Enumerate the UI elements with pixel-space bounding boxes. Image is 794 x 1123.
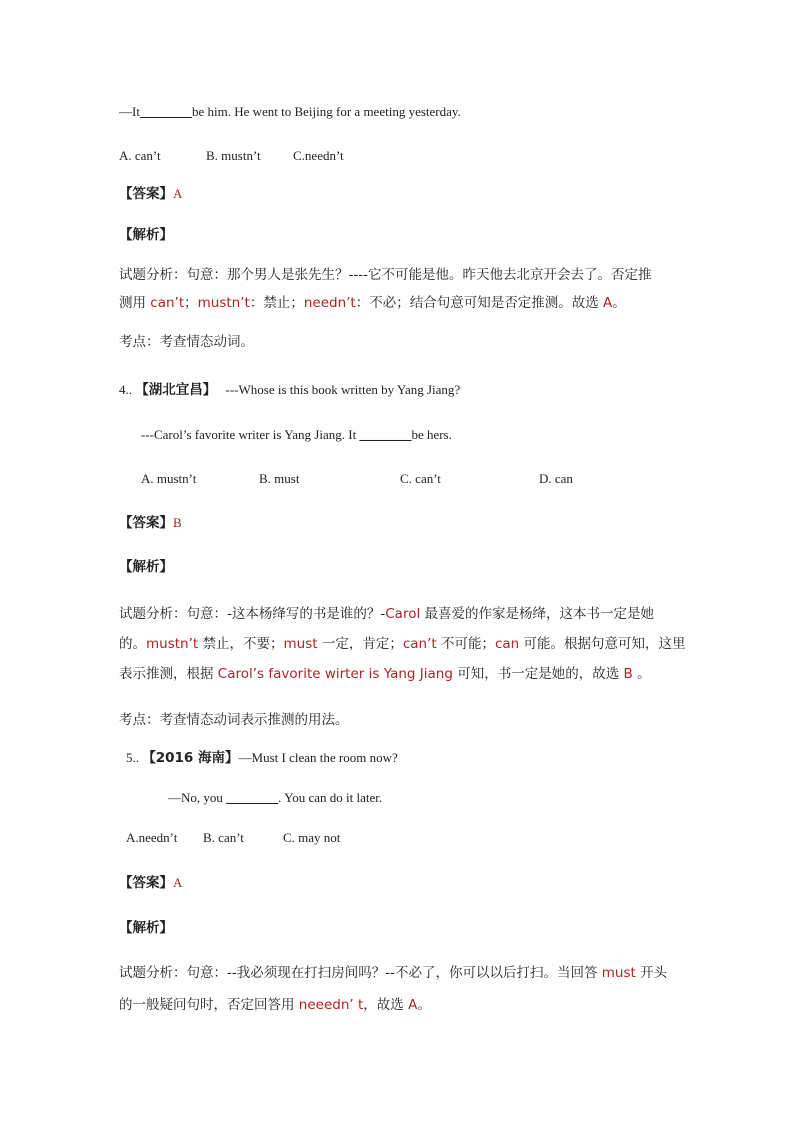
- q3-analysis-text: [119, 261, 679, 317]
- q4-analysis-s15: 可知，书一定是她的，故选: [452, 666, 624, 682]
- q3-analysis-s6: ：禁止；: [249, 295, 304, 311]
- q4-analysis-s10: 不可能；: [436, 636, 495, 652]
- q4-answer-value: B: [173, 515, 182, 530]
- q4-analysis-label: 【解析】: [119, 559, 173, 575]
- q4-option-d: D. can: [539, 471, 573, 486]
- q3-analysis-s2: 测用: [119, 295, 151, 311]
- q5-question-text: —Must I clean the room now?: [238, 750, 398, 765]
- q4-analysis-s9: can’t: [402, 636, 437, 652]
- q3-analysis-s4: ；: [184, 295, 198, 311]
- q5-analysis-text: [119, 957, 679, 1021]
- q4-number: 4..: [119, 382, 132, 397]
- q3-blank: ________: [139, 104, 192, 119]
- q4-source: 【湖北宜昌】: [135, 382, 217, 398]
- q4-option-a: A. mustn’t: [141, 471, 197, 486]
- q3-option-c: C.needn’t: [293, 148, 344, 163]
- q5-option-c: C. may not: [283, 830, 341, 845]
- q4-analysis-s1: 试题分析：句意：-这本杨绛写的书是谁的？-: [119, 606, 386, 622]
- q5-reply: [168, 789, 382, 807]
- q4-kaodian: 考点：考查情态动词表示推测的用法。: [119, 712, 349, 728]
- q5-reply-pre: —No, you: [168, 790, 227, 805]
- q4-answer: [119, 514, 182, 532]
- q4-analysis-s16: B: [623, 666, 633, 682]
- q3-analysis-label: 【解析】: [119, 227, 173, 243]
- q3-analysis-s1: 试题分析：句意：那个男人是张先生？----它不可能是他。昨天他去北京开会去了。否定推: [119, 267, 652, 283]
- q5-answer-label: 【答案】: [119, 875, 173, 891]
- q5-blank: ________: [226, 790, 279, 805]
- q4-analysis-s14: Carol’s favorite wirter is Yang Jiang: [217, 666, 453, 682]
- q5-analysis-s5: neeedn’ t: [298, 997, 364, 1013]
- q4-analysis-s11: can: [494, 636, 520, 652]
- q4-analysis-s12: 可能。根据句意可知，这里: [519, 636, 686, 652]
- q5-analysis-s4: 的一般疑问句时，否定回答用: [119, 997, 299, 1013]
- q4-analysis-text: [119, 599, 686, 689]
- q3-answer-value: A: [173, 186, 183, 201]
- q4-analysis-s13: 表示推测，根据: [119, 666, 218, 682]
- q4-answer-label: 【答案】: [119, 515, 173, 531]
- q5-option-b: B. can’t: [203, 830, 244, 845]
- q5-question: [126, 749, 398, 767]
- q3-analysis-s8: ：不必；结合句意可知是否定推测。故选: [355, 295, 604, 311]
- q5-option-a: A.needn’t: [126, 830, 178, 845]
- q5-answer: [119, 874, 182, 892]
- q4-analysis-s6: 禁止，不要；: [198, 636, 284, 652]
- q5-source: 【2016 海南】: [142, 750, 239, 766]
- q3-analysis-s10: 。: [612, 295, 626, 311]
- q4-analysis-s2: Carol: [385, 606, 421, 622]
- q3-stem: [119, 103, 461, 121]
- q5-analysis-label: 【解析】: [119, 920, 173, 936]
- q5-number: 5..: [126, 750, 139, 765]
- q3-analysis-s9: A: [603, 295, 613, 311]
- q5-analysis-s8: 。: [417, 997, 431, 1013]
- q3-answer: [119, 185, 182, 203]
- q5-answer-value: A: [173, 875, 183, 890]
- q4-analysis-s5: mustn’t: [146, 636, 199, 652]
- q5-reply-post: . You can do it later.: [278, 790, 383, 805]
- q3-kaodian: 考点：考查情态动词。: [119, 334, 254, 350]
- q5-analysis-s2: must: [601, 965, 636, 981]
- q4-option-c: C. can’t: [400, 471, 441, 486]
- q5-analysis-s7: A: [408, 997, 418, 1013]
- q3-analysis-s7: needn’t: [303, 295, 356, 311]
- q5-analysis-s3: 开头: [635, 965, 668, 981]
- q4-question: [119, 381, 460, 399]
- q3-option-b: B. mustn’t: [206, 148, 261, 163]
- q3-stem-post: be him. He went to Beijing for a meeting yesterday.: [191, 104, 461, 119]
- q3-answer-label: 【答案】: [119, 186, 173, 202]
- q4-analysis-s7: must: [283, 636, 318, 652]
- q4-reply-pre: ---Carol’s favorite writer is Yang Jiang. It: [141, 427, 360, 442]
- q4-reply: [141, 426, 452, 444]
- q3-analysis-s5: mustn’t: [197, 295, 250, 311]
- q4-analysis-s4: 的。: [119, 636, 146, 652]
- q3-option-a: A. can’t: [119, 148, 161, 163]
- q3-analysis-s3: can’t: [150, 295, 185, 311]
- q4-analysis-s8: 一定，肯定；: [317, 636, 403, 652]
- q4-reply-post: be hers.: [411, 427, 452, 442]
- q3-stem-pre: —It: [119, 104, 140, 119]
- q5-analysis-s6: ，故选: [363, 997, 409, 1013]
- q4-analysis-s17: 。: [632, 666, 651, 682]
- q4-option-b: B. must: [259, 471, 300, 486]
- q4-analysis-s3: 最喜爱的作家是杨绛，这本书一定是她: [420, 606, 655, 622]
- q5-analysis-s1: 试题分析：句意：--我必须现在打扫房间吗？--不必了，你可以以后打扫。当回答: [119, 965, 602, 981]
- q4-question-text: ---Whose is this book written by Yang Jiang?: [225, 382, 461, 397]
- q4-blank: ________: [359, 427, 412, 442]
